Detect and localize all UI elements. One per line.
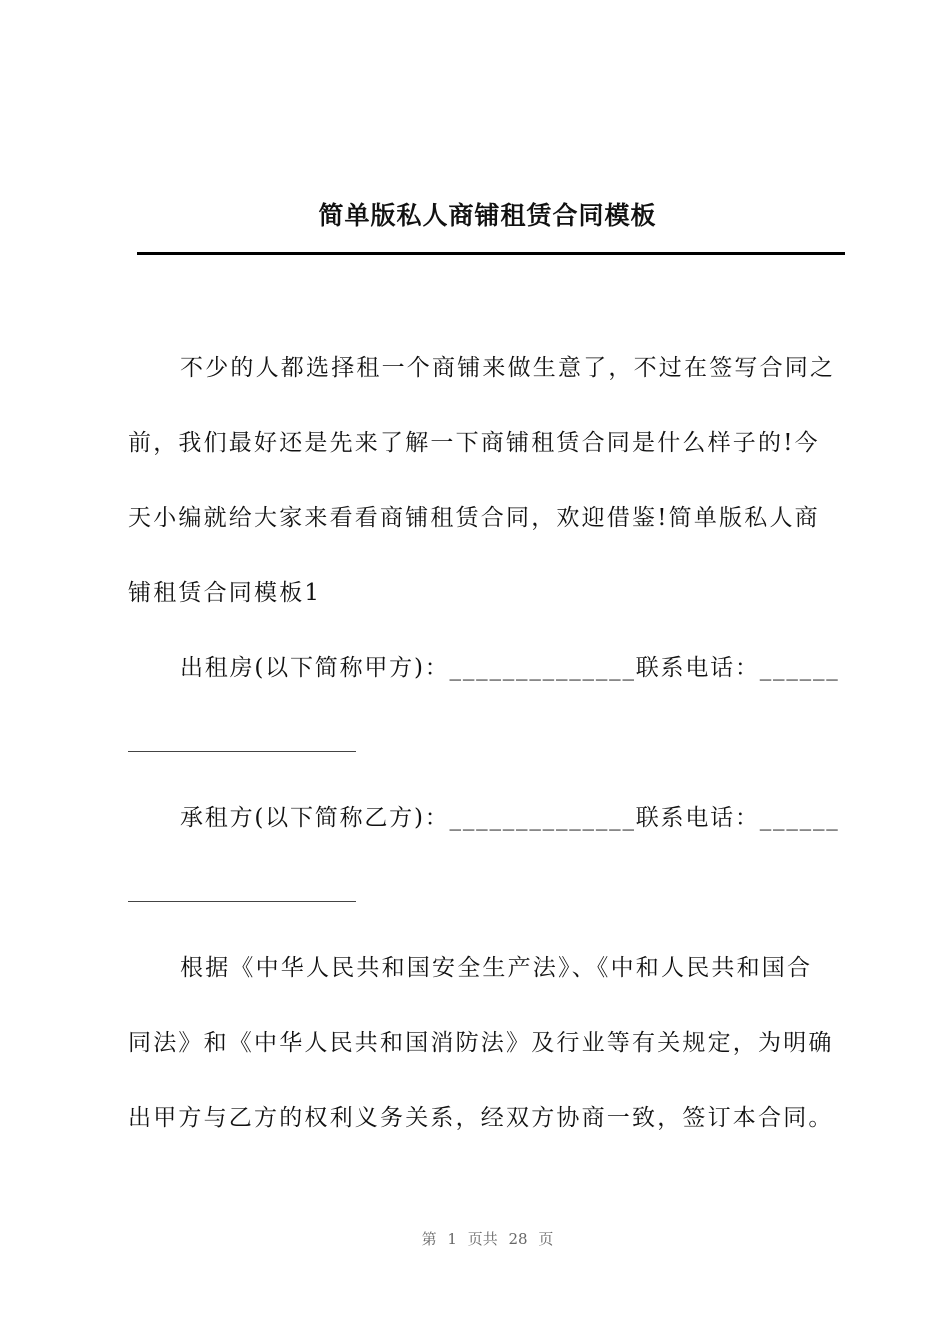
party-a-line: 出租房(以下简称甲方)：______________联系电话：______ — [180, 655, 840, 681]
intro-line: 天小编就给大家来看看商铺租赁合同，欢迎借鉴!简单版私人商 — [128, 505, 820, 531]
party-b-phone-blank-line — [128, 901, 356, 902]
intro-line: 前，我们最好还是先来了解一下商铺租赁合同是什么样子的!今 — [128, 430, 820, 456]
basis-line: 出甲方与乙方的权利义务关系，经双方协商一致，签订本合同。 — [128, 1105, 834, 1131]
basis-line: 根据《中华人民共和国安全生产法》、《中和人民共和国合 — [180, 955, 813, 981]
page-footer: 第 1 页共 28 页 — [421, 1230, 554, 1248]
intro-line: 铺租赁合同模板1 — [128, 580, 322, 606]
title-underline — [137, 252, 845, 255]
basis-line: 同法》和《中华人民共和国消防法》及行业等有关规定，为明确 — [128, 1030, 834, 1056]
party-b-line: 承租方(以下简称乙方)：______________联系电话：______ — [180, 805, 840, 831]
party-a-phone-blank-line — [128, 751, 356, 752]
intro-line: 不少的人都选择租一个商铺来做生意了，不过在签写合同之 — [180, 355, 836, 381]
document-title: 简单版私人商铺租赁合同模板 — [318, 201, 657, 230]
